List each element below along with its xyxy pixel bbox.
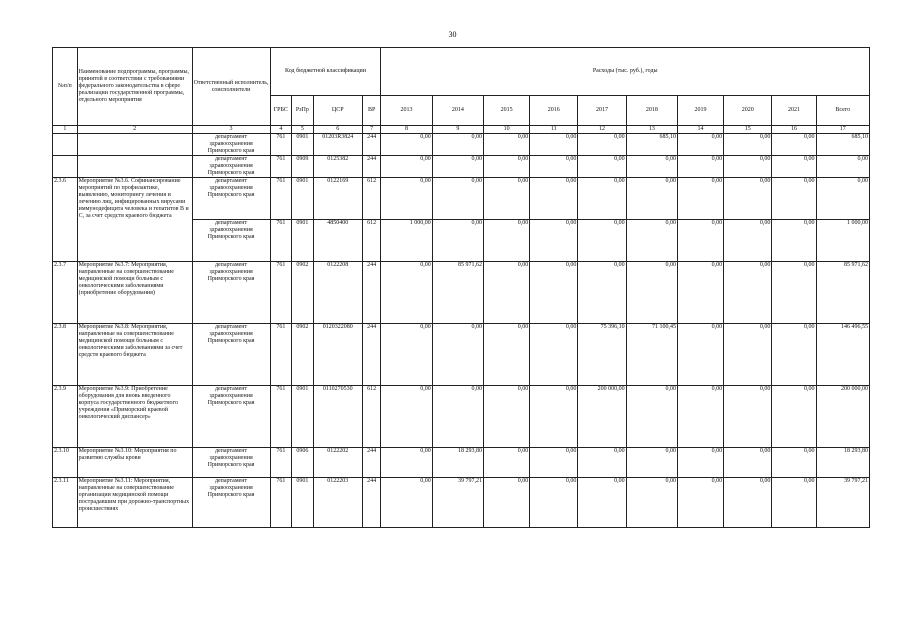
value-cell: 0,00 <box>484 448 530 478</box>
value-cell: 0,00 <box>578 134 626 156</box>
year-header: 2019 <box>677 96 723 126</box>
column-index-cell: 2 <box>77 126 192 134</box>
column-index-row <box>53 126 870 134</box>
value-cell: 0,00 <box>484 178 530 220</box>
row-name-cell: Мероприятие №3.6. Софинансирование мероприятий по профилактике, выявлению, мониторингу лечения и лечению лиц, инфицированных вирусами иммунодефицита человека и гепатитов В и С, за счет средств краевого бюджета <box>77 178 192 262</box>
value-cell: 0,00 <box>677 478 723 528</box>
value-cell: 0,00 <box>677 324 723 386</box>
value-cell: 0,00 <box>381 134 432 156</box>
value-cell: 0,00 <box>484 156 530 178</box>
value-cell: 0,00 <box>381 178 432 220</box>
value-cell: 0,00 <box>530 156 578 178</box>
value-cell: 0,00 <box>626 262 677 324</box>
value-cell: 0,00 <box>484 134 530 156</box>
table-row <box>53 324 870 386</box>
value-cell: 0,00 <box>626 220 677 262</box>
value-cell: 18 293,80 <box>432 448 483 478</box>
value-cell: 200 000,00 <box>578 386 626 448</box>
row-name-cell: Мероприятие №3.11: Мероприятия, направленные на совершенствование организации медицинской помощи пострадавшим при дорожно-транспортных происшествиях <box>77 478 192 528</box>
csr-cell: 0122203 <box>313 478 362 528</box>
value-cell: 0,00 <box>432 156 483 178</box>
value-cell: 0,00 <box>432 178 483 220</box>
value-cell: 685,10 <box>626 134 677 156</box>
value-cell: 0,00 <box>724 262 772 324</box>
total-cell: 685,10 <box>816 134 870 156</box>
column-index-cell: 5 <box>292 126 314 134</box>
total-cell: 39 797,21 <box>816 478 870 528</box>
value-cell: 0,00 <box>381 386 432 448</box>
total-cell: 85 971,62 <box>816 262 870 324</box>
value-cell: 0,00 <box>432 220 483 262</box>
column-index-cell: 12 <box>578 126 626 134</box>
row-name-cell: Мероприятие №3.8: Мероприятия, направленные на совершенствование медицинской помощи больным с онкологическими заболеваниями за счет средств краевого бюджета <box>77 324 192 386</box>
value-cell: 0,00 <box>626 386 677 448</box>
grbs-cell: 761 <box>270 178 292 220</box>
total-cell: 18 293,80 <box>816 448 870 478</box>
csr-cell: 0125382 <box>313 156 362 178</box>
row-name-cell: Мероприятие №3.9: Приобретение оборудования для вновь введенного корпуса государственного бюджетного учреждения «Приморский краевой онкологический диспансер» <box>77 386 192 448</box>
rzpr-cell: 0909 <box>292 156 314 178</box>
year-header: 2021 <box>772 96 816 126</box>
table-row <box>53 448 870 478</box>
value-cell: 0,00 <box>578 478 626 528</box>
table-row <box>53 178 870 220</box>
value-cell: 0,00 <box>530 324 578 386</box>
responsible-cell: департамент здравоохранения Приморского края <box>192 324 270 386</box>
column-index-cell: 14 <box>677 126 723 134</box>
rzpr-cell: 0901 <box>292 386 314 448</box>
responsible-cell: департамент здравоохранения Приморского края <box>192 134 270 156</box>
year-header: 2013 <box>381 96 432 126</box>
value-cell: 0,00 <box>578 156 626 178</box>
grbs-cell: 761 <box>270 134 292 156</box>
value-cell: 0,00 <box>772 262 816 324</box>
value-cell: 0,00 <box>772 324 816 386</box>
value-cell: 0,00 <box>724 448 772 478</box>
value-cell: 1 000,00 <box>381 220 432 262</box>
year-header: 2020 <box>724 96 772 126</box>
row-name-cell: Мероприятие №3.7: Мероприятия, направленные на совершенствование медицинской помощи больным с онкологическими заболеваниями (приобретение оборудования) <box>77 262 192 324</box>
csr-cell: 4850400 <box>313 220 362 262</box>
table-row <box>53 478 870 528</box>
value-cell: 0,00 <box>381 262 432 324</box>
value-cell: 75 396,10 <box>578 324 626 386</box>
row-name-cell <box>77 134 192 156</box>
year-header: 2018 <box>626 96 677 126</box>
value-cell: 0,00 <box>772 448 816 478</box>
value-cell: 0,00 <box>484 262 530 324</box>
value-cell: 0,00 <box>530 134 578 156</box>
rzpr-cell: 0901 <box>292 478 314 528</box>
row-number-cell: 2.3.10 <box>53 448 78 478</box>
expenses-header: Расходы (тыс. руб.), годы <box>381 48 870 96</box>
value-cell: 0,00 <box>724 478 772 528</box>
row-number-cell: 2.3.6 <box>53 178 78 262</box>
row-name-cell: Мероприятие №3.10: Мероприятия по развитию службы крови <box>77 448 192 478</box>
csr-cell: 01203R3824 <box>313 134 362 156</box>
row-number-cell: 2.3.11 <box>53 478 78 528</box>
budget-table <box>52 47 870 528</box>
value-cell: 0,00 <box>484 220 530 262</box>
value-cell: 39 797,21 <box>432 478 483 528</box>
value-cell: 0,00 <box>677 386 723 448</box>
value-cell: 0,00 <box>724 386 772 448</box>
grbs-cell: 761 <box>270 262 292 324</box>
value-cell: 0,00 <box>626 448 677 478</box>
row-number-cell: 2.3.8 <box>53 324 78 386</box>
total-cell: 1 000,00 <box>816 220 870 262</box>
value-cell: 0,00 <box>578 262 626 324</box>
vr-cell: 244 <box>362 478 381 528</box>
table-row <box>53 134 870 156</box>
value-cell: 0,00 <box>677 156 723 178</box>
value-cell: 0,00 <box>432 386 483 448</box>
row-number-cell: 2.3.7 <box>53 262 78 324</box>
year-header: 2016 <box>530 96 578 126</box>
value-cell: 0,00 <box>530 178 578 220</box>
year-header: 2017 <box>578 96 626 126</box>
column-index-cell: 10 <box>484 126 530 134</box>
value-cell: 85 971,62 <box>432 262 483 324</box>
vr-cell: 612 <box>362 178 381 220</box>
col-responsible-header: Ответственный исполнитель, соисполнители <box>192 48 270 126</box>
column-index-cell: 9 <box>432 126 483 134</box>
value-cell: 0,00 <box>772 220 816 262</box>
value-cell: 0,00 <box>724 220 772 262</box>
value-cell: 0,00 <box>772 478 816 528</box>
value-cell: 0,00 <box>484 478 530 528</box>
column-index-cell: 17 <box>816 126 870 134</box>
vr-cell: 244 <box>362 134 381 156</box>
grbs-cell: 761 <box>270 324 292 386</box>
csr-cell: 0110270530 <box>313 386 362 448</box>
value-cell: 0,00 <box>530 220 578 262</box>
year-header: 2014 <box>432 96 483 126</box>
value-cell: 0,00 <box>432 134 483 156</box>
vr-header: ВР <box>362 96 381 126</box>
responsible-cell: департамент здравоохранения Приморского края <box>192 478 270 528</box>
value-cell: 0,00 <box>381 478 432 528</box>
value-cell: 0,00 <box>724 324 772 386</box>
table-row <box>53 262 870 324</box>
total-cell: 200 000,00 <box>816 386 870 448</box>
value-cell: 0,00 <box>772 156 816 178</box>
vr-cell: 244 <box>362 262 381 324</box>
csr-cell: 0122208 <box>313 262 362 324</box>
value-cell: 0,00 <box>484 324 530 386</box>
vr-cell: 244 <box>362 156 381 178</box>
value-cell: 71 100,45 <box>626 324 677 386</box>
csr-cell: 0122169 <box>313 178 362 220</box>
column-index-cell: 3 <box>192 126 270 134</box>
vr-cell: 244 <box>362 448 381 478</box>
total-cell: 0,00 <box>816 156 870 178</box>
grbs-cell: 761 <box>270 478 292 528</box>
responsible-cell: департамент здравоохранения Приморского края <box>192 220 270 262</box>
grbs-header: ГРБС <box>270 96 292 126</box>
column-index-cell: 11 <box>530 126 578 134</box>
value-cell: 0,00 <box>772 134 816 156</box>
page-number: 30 <box>448 30 457 39</box>
value-cell: 0,00 <box>724 156 772 178</box>
vr-cell: 612 <box>362 220 381 262</box>
column-index-cell: 16 <box>772 126 816 134</box>
value-cell: 0,00 <box>530 386 578 448</box>
grbs-cell: 761 <box>270 448 292 478</box>
responsible-cell: департамент здравоохранения Приморского края <box>192 178 270 220</box>
col-name-header: Наименование подпрограммы, программы, принятой в соответствии с требованиями федерального законодательства в сфере реализации государственной программы, отдельного мероприятия <box>77 48 192 126</box>
column-index-cell: 4 <box>270 126 292 134</box>
column-index-cell: 6 <box>313 126 362 134</box>
csr-cell: 0120322080 <box>313 324 362 386</box>
value-cell: 0,00 <box>677 134 723 156</box>
value-cell: 0,00 <box>530 478 578 528</box>
value-cell: 0,00 <box>432 324 483 386</box>
vr-cell: 244 <box>362 324 381 386</box>
value-cell: 0,00 <box>772 178 816 220</box>
budget-code-header: Код бюджетной классификации <box>270 48 381 96</box>
value-cell: 0,00 <box>677 178 723 220</box>
rzpr-header: РзПр <box>292 96 314 126</box>
rzpr-cell: 0901 <box>292 134 314 156</box>
value-cell: 0,00 <box>724 134 772 156</box>
total-cell: 0,00 <box>816 178 870 220</box>
grbs-cell: 761 <box>270 220 292 262</box>
value-cell: 0,00 <box>724 178 772 220</box>
column-index-cell: 7 <box>362 126 381 134</box>
value-cell: 0,00 <box>677 220 723 262</box>
column-index-cell: 8 <box>381 126 432 134</box>
csr-header: ЦСР <box>313 96 362 126</box>
rzpr-cell: 0902 <box>292 262 314 324</box>
table-row <box>53 156 870 178</box>
value-cell: 0,00 <box>381 156 432 178</box>
value-cell: 0,00 <box>381 448 432 478</box>
column-index-cell: 1 <box>53 126 78 134</box>
column-index-cell: 13 <box>626 126 677 134</box>
responsible-cell: департамент здравоохранения Приморского края <box>192 448 270 478</box>
year-header: 2015 <box>484 96 530 126</box>
row-number-cell <box>53 156 78 178</box>
total-cell: 146 496,55 <box>816 324 870 386</box>
value-cell: 0,00 <box>381 324 432 386</box>
responsible-cell: департамент здравоохранения Приморского края <box>192 156 270 178</box>
column-index-cell: 15 <box>724 126 772 134</box>
row-name-cell <box>77 156 192 178</box>
value-cell: 0,00 <box>626 178 677 220</box>
value-cell: 0,00 <box>677 448 723 478</box>
grbs-cell: 761 <box>270 156 292 178</box>
value-cell: 0,00 <box>578 178 626 220</box>
responsible-cell: департамент здравоохранения Приморского края <box>192 386 270 448</box>
value-cell: 0,00 <box>677 262 723 324</box>
rzpr-cell: 0902 <box>292 324 314 386</box>
row-number-cell: 2.3.9 <box>53 386 78 448</box>
vr-cell: 612 <box>362 386 381 448</box>
csr-cell: 0122202 <box>313 448 362 478</box>
row-number-cell <box>53 134 78 156</box>
grbs-cell: 761 <box>270 386 292 448</box>
value-cell: 0,00 <box>772 386 816 448</box>
value-cell: 0,00 <box>484 386 530 448</box>
value-cell: 0,00 <box>530 262 578 324</box>
total-header: Всего <box>816 96 870 126</box>
rzpr-cell: 0901 <box>292 220 314 262</box>
value-cell: 0,00 <box>626 478 677 528</box>
value-cell: 0,00 <box>626 156 677 178</box>
value-cell: 0,00 <box>578 448 626 478</box>
table-row <box>53 386 870 448</box>
rzpr-cell: 0901 <box>292 178 314 220</box>
col-num-header: №п/п <box>53 48 78 126</box>
responsible-cell: департамент здравоохранения Приморского края <box>192 262 270 324</box>
rzpr-cell: 0906 <box>292 448 314 478</box>
value-cell: 0,00 <box>578 220 626 262</box>
value-cell: 0,00 <box>530 448 578 478</box>
